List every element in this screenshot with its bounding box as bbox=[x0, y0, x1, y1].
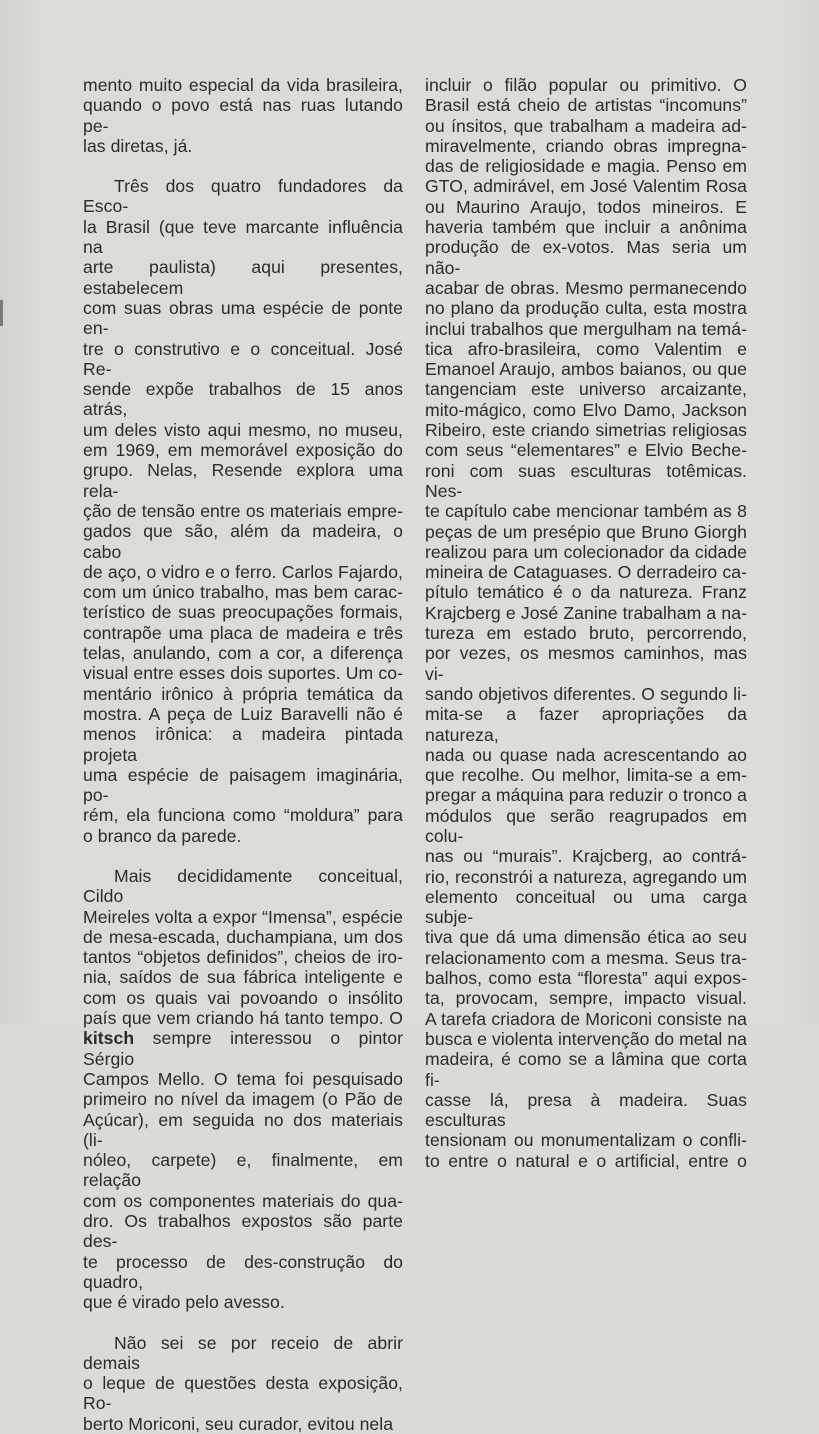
text-line: o leque de questões desta exposição, Ro- bbox=[83, 1373, 403, 1414]
text-line: mineira de Cataguases. O derradeiro ca- bbox=[425, 562, 747, 583]
text-line: tiva que dá uma dimensão ética ao seu bbox=[425, 927, 747, 948]
text-line: dro. Os trabalhos expostos são parte des- bbox=[83, 1211, 403, 1252]
text-line: ção de tensão entre os materiais empre- bbox=[83, 500, 403, 521]
text-line: Mais decididamente conceitual, Cildo bbox=[83, 865, 403, 907]
text-line: das de religiosidade e magia. Penso em bbox=[425, 156, 747, 177]
page-edge-mark bbox=[0, 300, 3, 326]
text-line: elemento conceitual ou uma carga subje- bbox=[425, 886, 747, 928]
text-line: uma espécie de paisagem imaginária, po- bbox=[83, 764, 403, 806]
text-line: roni com suas esculturas totêmicas. Nes- bbox=[425, 460, 747, 501]
text-line: tensionam ou monumentalizam o confli- bbox=[425, 1130, 747, 1151]
text-line: tangenciam este universo arcaizante, bbox=[425, 379, 747, 400]
text-line: te capítulo cabe mencionar também as 8 bbox=[425, 501, 747, 522]
text-line: primeiro no nível da imagem (o Pão de bbox=[83, 1089, 403, 1110]
text-line: realizou para um colecionador da cidade bbox=[425, 541, 747, 562]
text-line: nas ou “murais”. Krajcberg, ao contrá- bbox=[425, 846, 747, 867]
text-line: casse lá, presa à madeira. Suas esculturas bbox=[425, 1089, 747, 1131]
text-line: GTO, admirável, em José Valentim Rosa bbox=[425, 176, 747, 197]
text-line: mentário irônico à própria temática da bbox=[83, 683, 403, 704]
text-line: um deles visto aqui mesmo, no museu, bbox=[83, 419, 403, 440]
text-line: em 1969, em memorável exposição do bbox=[83, 440, 403, 461]
text-line: com os quais vai povoando o insólito bbox=[83, 987, 403, 1008]
text-line: tureza em estado bruto, percorrendo, bbox=[425, 623, 747, 644]
text-line: sando objetivos diferentes. O segundo li- bbox=[425, 683, 747, 704]
text-line: mento muito especial da vida brasileira, bbox=[83, 75, 403, 95]
text-line: nada ou quase nada acrescentando ao bbox=[425, 744, 747, 765]
text-line: miravelmente, criando obras impregna- bbox=[425, 135, 747, 156]
text-line: inclui trabalhos que mergulham na temá- bbox=[425, 318, 747, 339]
text-line: Meireles volta a expor “Imensa”, espécie bbox=[83, 906, 403, 927]
text-line: busca e violenta intervenção do metal na bbox=[425, 1028, 747, 1049]
right-column bbox=[425, 75, 747, 1171]
text-line: pítulo temático é o da natureza. Franz bbox=[425, 582, 747, 603]
text-line: Brasil está cheio de artistas “incomuns” bbox=[425, 95, 747, 116]
text-line: que é virado pelo avesso. bbox=[83, 1292, 285, 1313]
text-line: tre o construtivo e o conceitual. José Re- bbox=[83, 338, 403, 379]
text-line: Açúcar), em seguida no dos materiais (li- bbox=[83, 1109, 403, 1150]
text-line: com suas obras uma espécie de ponte en- bbox=[83, 297, 403, 339]
text-line: kitsch sempre interessou o pintor Sérgio bbox=[83, 1028, 403, 1069]
text-line: de mesa-escada, duchampiana, um dos bbox=[83, 926, 403, 947]
text-line: ta, provocam, sempre, impacto visual. bbox=[425, 988, 747, 1009]
text-line: módulos que serão reagrupados em colu- bbox=[425, 805, 747, 846]
text-line: Campos Mello. O tema foi pesquisado bbox=[83, 1068, 403, 1089]
text-line: ou ínsitos, que trabalham a madeira ad- bbox=[425, 115, 747, 136]
text-line: mito-mágico, como Elvo Damo, Jackson bbox=[425, 399, 747, 420]
paragraph-gap bbox=[83, 846, 403, 866]
text-line: visual entre esses dois suportes. Um co- bbox=[83, 663, 403, 684]
text-line: balhos, como esta “floresta” aqui expos- bbox=[425, 968, 747, 989]
text-line: arte paulista) aqui presentes, estabelecem bbox=[83, 257, 403, 298]
text-line: peças de um presépio que Bruno Giorgh bbox=[425, 521, 747, 542]
text-line: telas, anulando, com a cor, a diferença bbox=[83, 643, 403, 664]
text-line: país que vem criando há tanto tempo. O bbox=[83, 1008, 403, 1029]
text-line: gados que são, além da madeira, o cabo bbox=[83, 521, 403, 562]
text-line: com um único trabalho, mas bem carac- bbox=[83, 582, 403, 603]
paragraph-gap bbox=[83, 156, 403, 176]
text-line: com seus “elementares” e Elvio Beche- bbox=[425, 440, 747, 461]
text-line: tantos “objetos definidos”, cheios de iro- bbox=[83, 947, 403, 968]
text-line: las diretas, já. bbox=[83, 135, 193, 156]
text-line: grupo. Nelas, Resende explora uma rela- bbox=[83, 460, 403, 501]
text-line: menos irônica: a madeira pintada projeta bbox=[83, 724, 403, 765]
text-line: tica afro-brasileira, como Valentim e bbox=[425, 338, 747, 359]
text-line: la Brasil (que teve marcante influência na bbox=[83, 216, 403, 258]
text-line: por vezes, os mesmos caminhos, mas vi- bbox=[425, 643, 747, 684]
left-column bbox=[83, 75, 403, 1434]
text-line: to entre o natural e o artificial, entre o bbox=[425, 1150, 747, 1171]
text-line: quando o povo está nas ruas lutando pe- bbox=[83, 95, 403, 136]
emphasized-word: kitsch bbox=[83, 1028, 135, 1049]
text-line: Emanoel Araujo, ambos baianos, ou que bbox=[425, 359, 747, 380]
text-line: madeira, é como se a lâmina que corta fi- bbox=[425, 1049, 747, 1090]
text-line: contrapõe uma placa de madeira e três bbox=[83, 622, 403, 643]
text-line: terístico de suas preocupações formais, bbox=[83, 602, 403, 623]
text-line: Ribeiro, este criando simetrias religiosas bbox=[425, 420, 747, 441]
text-line: relacionamento com a mesma. Seus tra- bbox=[425, 947, 747, 968]
text-line: pregar a máquina para reduzir o tronco a bbox=[425, 785, 747, 806]
text-line: te processo de des-construção do quadro, bbox=[83, 1251, 403, 1292]
text-line: mostra. A peça de Luiz Baravelli não é bbox=[83, 703, 403, 724]
text-line: produção de ex-votos. Mas seria um não- bbox=[425, 237, 747, 278]
text-line: sende expõe trabalhos de 15 anos atrás, bbox=[83, 379, 403, 420]
text-line: A tarefa criadora de Moriconi consiste na bbox=[425, 1008, 747, 1029]
text-line: rio, reconstrói a natureza, agregando um bbox=[425, 866, 747, 887]
text-line: ou Maurino Araujo, todos mineiros. E bbox=[425, 196, 747, 217]
text-line: no plano da produção culta, esta mostra bbox=[425, 298, 747, 319]
text-line: berto Moriconi, seu curador, evitou nela bbox=[83, 1413, 394, 1434]
text-line: nóleo, carpete) e, finalmente, em relação bbox=[83, 1150, 403, 1191]
text-line: acabar de obras. Mesmo permanecendo bbox=[425, 277, 747, 298]
text-line: haveria também que incluir a anônima bbox=[425, 217, 747, 238]
paragraph-gap bbox=[83, 1313, 403, 1333]
text-line: o branco da parede. bbox=[83, 825, 242, 846]
text-line: Não sei se por receio de abrir demais bbox=[83, 1332, 403, 1373]
text-line: rém, ela funciona como “moldura” para bbox=[83, 805, 403, 826]
text-line: que recolhe. Ou melhor, limita-se a em- bbox=[425, 765, 747, 786]
text-line: Três dos quatro fundadores da Esco- bbox=[83, 176, 403, 217]
text-line: com os componentes materiais do qua- bbox=[83, 1190, 403, 1211]
text-line: mita-se a fazer apropriações da natureza, bbox=[425, 704, 747, 745]
text-line: incluir o filão popular ou primitivo. O bbox=[425, 75, 747, 95]
text-line: nia, saídos de sua fábrica inteligente e bbox=[83, 967, 403, 988]
text-line: de aço, o vidro e o ferro. Carlos Fajardo, bbox=[83, 561, 403, 582]
text-line: Krajcberg e José Zanine trabalham a na- bbox=[425, 602, 747, 623]
